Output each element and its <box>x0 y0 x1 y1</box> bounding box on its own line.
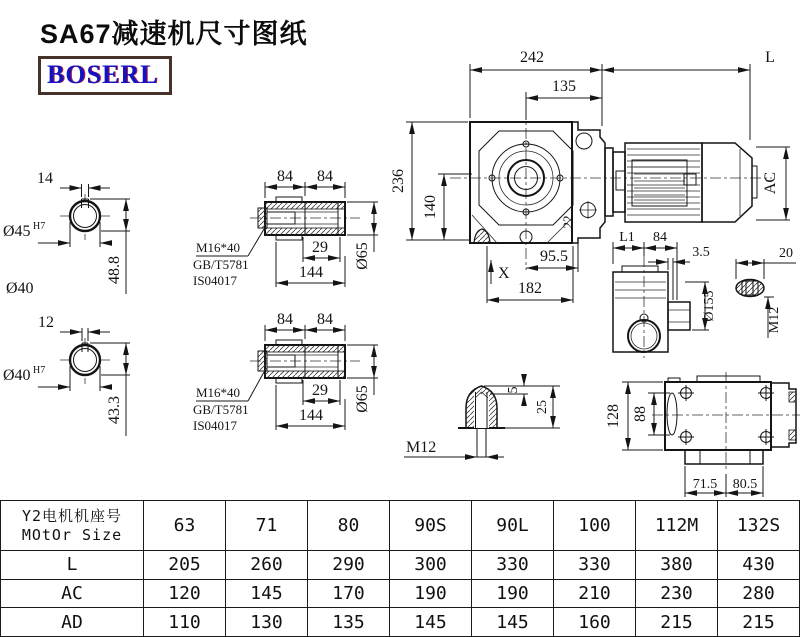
cell: 290 <box>308 551 390 580</box>
dim-84b: 84 <box>317 168 333 185</box>
cell: 280 <box>718 579 800 608</box>
cell: 190 <box>472 579 554 608</box>
dim-L1: L1 <box>619 230 635 245</box>
bottom-view <box>605 372 800 497</box>
dim-12: 12 <box>38 314 54 331</box>
table-header-row <box>1 501 800 551</box>
header-size: 100 <box>554 501 636 551</box>
cell: 170 <box>308 579 390 608</box>
label-std2: IS04017 <box>193 418 238 433</box>
dim-84a: 84 <box>277 311 293 328</box>
dim-22: 22 <box>560 215 575 229</box>
dim-95-5: 95.5 <box>540 248 568 265</box>
row-label: L <box>1 551 144 580</box>
cell: 190 <box>390 579 472 608</box>
cell: 135 <box>308 608 390 637</box>
cell: 260 <box>226 551 308 580</box>
cell: 330 <box>472 551 554 580</box>
front-view <box>390 49 790 303</box>
cell: 130 <box>226 608 308 637</box>
bolt-head <box>258 351 267 371</box>
shaft-section-top <box>193 168 378 288</box>
motor-fan-cover <box>702 143 752 222</box>
dim-29: 29 <box>312 382 328 399</box>
dim-182: 182 <box>518 280 542 297</box>
key-slot <box>736 280 764 297</box>
header-size: 80 <box>308 501 390 551</box>
cell: 145 <box>472 608 554 637</box>
motor-size-table <box>0 500 800 637</box>
cell: 110 <box>144 608 226 637</box>
bolt-head <box>258 208 267 228</box>
dim-135: 135 <box>552 78 576 95</box>
label-shaft-od: Ø40 <box>6 280 34 297</box>
oil-plug-dome <box>474 229 490 243</box>
dim-48-8: 48.8 <box>106 256 123 284</box>
cell: 215 <box>718 608 800 637</box>
cell: 145 <box>226 579 308 608</box>
dim-25: 25 <box>535 400 550 414</box>
header-size: 112M <box>636 501 718 551</box>
cell: 210 <box>554 579 636 608</box>
dim-43-3: 43.3 <box>106 396 123 424</box>
cell: 205 <box>144 551 226 580</box>
dim-20: 20 <box>779 246 793 261</box>
label-std1: GB/T5781 <box>193 257 249 272</box>
dim-dia65: Ø65 <box>354 385 371 413</box>
row-label: AC <box>1 579 144 608</box>
header-motor-size <box>1 501 144 551</box>
bore-view-bottom <box>3 314 130 436</box>
dim-144: 144 <box>299 407 323 424</box>
dim-84b: 84 <box>317 311 333 328</box>
dim-M12-plug: M12 <box>406 439 437 456</box>
dim-dia155: Ø155 <box>702 290 717 322</box>
dim-dia65: Ø65 <box>354 242 371 270</box>
dim-AC: AC <box>762 171 779 195</box>
cell: 380 <box>636 551 718 580</box>
header-size: 90S <box>390 501 472 551</box>
header-motor-size-cn: Y2电机机座号 <box>21 506 123 525</box>
row-label: AD <box>1 608 144 637</box>
dim-14: 14 <box>37 170 53 187</box>
page-title: SA67减速机尺寸图纸 <box>40 19 308 49</box>
label-dia45-fit: H7 <box>33 221 46 232</box>
cell: 230 <box>636 579 718 608</box>
dim-L: L <box>765 49 775 66</box>
cell: 215 <box>636 608 718 637</box>
table-row-AD <box>1 608 800 637</box>
label-dia40: Ø40 <box>3 367 31 384</box>
dim-144: 144 <box>299 264 323 281</box>
dim-88: 88 <box>632 406 649 422</box>
label-std2: IS04017 <box>193 273 238 288</box>
shaft-section-bottom <box>193 311 378 433</box>
header-size: 63 <box>144 501 226 551</box>
dim-242: 242 <box>520 49 544 66</box>
dim-X: X <box>498 265 510 282</box>
label-std1: GB/T5781 <box>193 402 249 417</box>
cell: 120 <box>144 579 226 608</box>
dim-3-5: 3.5 <box>692 245 710 260</box>
label-bolt: M16*40 <box>196 385 241 400</box>
label-dia40-fit: H7 <box>33 365 46 376</box>
cell: 330 <box>554 551 636 580</box>
header-size: 132S <box>718 501 800 551</box>
header-motor-size-en: MOtOr Size <box>21 525 123 544</box>
cell: 160 <box>554 608 636 637</box>
dim-84: 84 <box>653 230 667 245</box>
label-dia45: Ø45 <box>3 223 31 240</box>
table-row-AC <box>1 579 800 608</box>
dim-80-5: 80.5 <box>732 477 758 492</box>
dim-140: 140 <box>422 195 439 219</box>
label-bolt: M16*40 <box>196 240 241 255</box>
header-size: 71 <box>226 501 308 551</box>
dim-84a: 84 <box>277 168 293 185</box>
table-row-L <box>1 551 800 580</box>
dim-128: 128 <box>605 404 622 428</box>
plug-view <box>404 377 560 457</box>
brand-logo-text: BOSERL <box>47 60 159 89</box>
cell: 430 <box>718 551 800 580</box>
dim-5: 5 <box>506 386 521 394</box>
header-size: 90L <box>472 501 554 551</box>
bore-view-top <box>3 170 130 297</box>
dim-71-5: 71.5 <box>692 477 718 492</box>
cell: 145 <box>390 608 472 637</box>
side-view <box>613 230 796 358</box>
cell: 300 <box>390 551 472 580</box>
dim-236: 236 <box>390 169 407 193</box>
dim-M12-side: M12 <box>767 306 782 334</box>
dim-29: 29 <box>312 239 328 256</box>
